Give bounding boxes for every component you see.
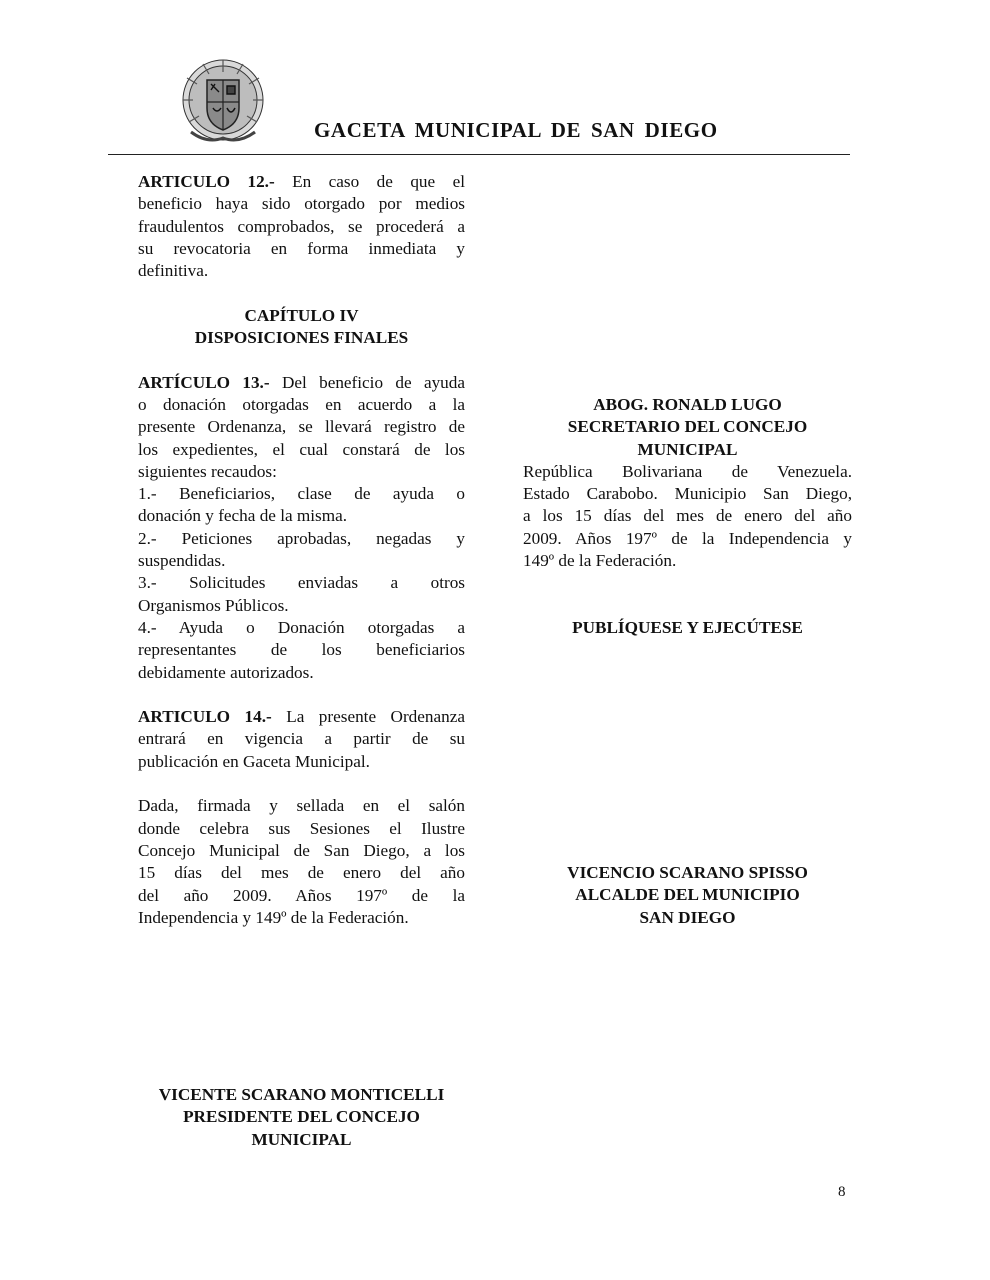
list-item-2-line-2: suspendidas. <box>138 551 226 571</box>
article-13-line-5: siguientes recaudos: <box>138 461 277 481</box>
list-item-3-line-1: 3.- Solicitudes enviadas a otros <box>138 573 465 593</box>
place-line-3: a los 15 días del mes de enero del año <box>523 506 852 526</box>
president-title-2: MUNICIPAL <box>251 1129 352 1149</box>
article-12-text-1: En caso de que el <box>274 172 465 191</box>
president-signature-block <box>138 1084 465 1151</box>
secretary-name: ABOG. RONALD LUGO <box>593 395 782 414</box>
article-12 <box>138 171 465 282</box>
article-12-line-1 <box>138 171 465 193</box>
article-13-line-2: o donación otorgadas en acuerdo a la <box>138 394 465 414</box>
list-item-2-line-1: 2.- Peticiones aprobadas, negadas y <box>138 528 465 548</box>
article-13-line-1 <box>138 372 465 394</box>
header-divider <box>108 154 850 155</box>
list-item-1-line-2: donación y fecha de la misma. <box>138 506 348 526</box>
article-14-line-3: publicación en Gaceta Municipal. <box>138 751 370 771</box>
municipal-coat-of-arms-icon <box>177 58 269 144</box>
place-line-2: Estado Carabobo. Municipio San Diego, <box>523 484 852 504</box>
article-13-text-1: Del beneficio de ayuda <box>269 372 465 392</box>
article-14-line-2: entrará en vigencia a partir de su <box>138 729 465 749</box>
article-13 <box>138 372 465 684</box>
article-14-label: ARTICULO 14.- <box>138 707 272 727</box>
secretary-block <box>523 394 852 572</box>
article-12-label: ARTICULO 12.- <box>138 172 275 191</box>
article-12-line-3: fraudulentos comprobados, se procederá a <box>138 216 465 236</box>
list-item-4-line-2: representantes de los beneficiarios <box>138 640 465 660</box>
publish-heading: PUBLÍQUESE Y EJECÚTESE <box>572 618 803 637</box>
list-item-3-line-2: Organismos Públicos. <box>138 595 289 615</box>
article-13-label: ARTÍCULO 13.- <box>138 372 270 392</box>
page-number: 8 <box>838 1184 846 1200</box>
place-line-1: República Bolivariana de Venezuela. <box>523 461 852 481</box>
mayor-title-1: ALCALDE DEL MUNICIPIO <box>575 885 800 905</box>
mayor-name: VICENCIO SCARANO SPISSO <box>567 863 808 882</box>
place-line-5: 149º de la Federación. <box>523 551 677 571</box>
gazette-title: GACETA MUNICIPAL DE SAN DIEGO <box>314 118 718 142</box>
article-14 <box>138 706 465 773</box>
president-name: VICENTE SCARANO MONTICELLI <box>158 1085 445 1104</box>
chapter-title: CAPÍTULO IV <box>244 305 359 325</box>
place-line-4: 2009. Años 197º de la Independencia y <box>523 528 852 548</box>
president-title-1: PRESIDENTE DEL CONCEJO <box>183 1107 420 1127</box>
left-column <box>138 171 465 929</box>
mayor-title-2: SAN DIEGO <box>639 907 736 927</box>
dada-line-4: 15 días del mes de enero del año <box>138 863 465 883</box>
dada-line-1: Dada, firmada y sellada en el salón <box>138 796 465 816</box>
article-13-line-4: los expedientes, el cual constará de los <box>138 439 465 459</box>
secretary-title-1: SECRETARIO DEL CONCEJO <box>567 417 808 437</box>
list-item-1-line-1: 1.- Beneficiarios, clase de ayuda o <box>138 484 465 504</box>
publish-block <box>523 617 852 639</box>
article-12-line-2: beneficio haya sido otorgado por medios <box>138 194 465 214</box>
dada-line-5: del año 2009. Años 197º de la <box>138 885 465 905</box>
list-item-4-line-3: debidamente autorizados. <box>138 662 314 682</box>
article-14-line-1 <box>138 706 465 728</box>
chapter-subtitle: DISPOSICIONES FINALES <box>194 328 409 348</box>
article-12-line-5: definitiva. <box>138 261 209 281</box>
dada-line-2: donde celebra sus Sesiones el Ilustre <box>138 818 465 838</box>
article-14-text-1: La presente Ordenanza <box>271 707 465 727</box>
secretary-title-2: MUNICIPAL <box>637 439 738 459</box>
article-13-line-3: presente Ordenanza, se llevará registro de <box>138 417 465 437</box>
article-12-line-4: su revocatoria en forma inmediata y <box>138 238 465 258</box>
dada-line-6: Independencia y 149º de la Federación. <box>138 907 409 927</box>
list-item-4-line-1: 4.- Ayuda o Donación otorgadas a <box>138 617 465 637</box>
mayor-signature-block <box>523 862 852 929</box>
dada-paragraph <box>138 795 465 929</box>
dada-line-3: Concejo Municipal de San Diego, a los <box>138 840 465 860</box>
